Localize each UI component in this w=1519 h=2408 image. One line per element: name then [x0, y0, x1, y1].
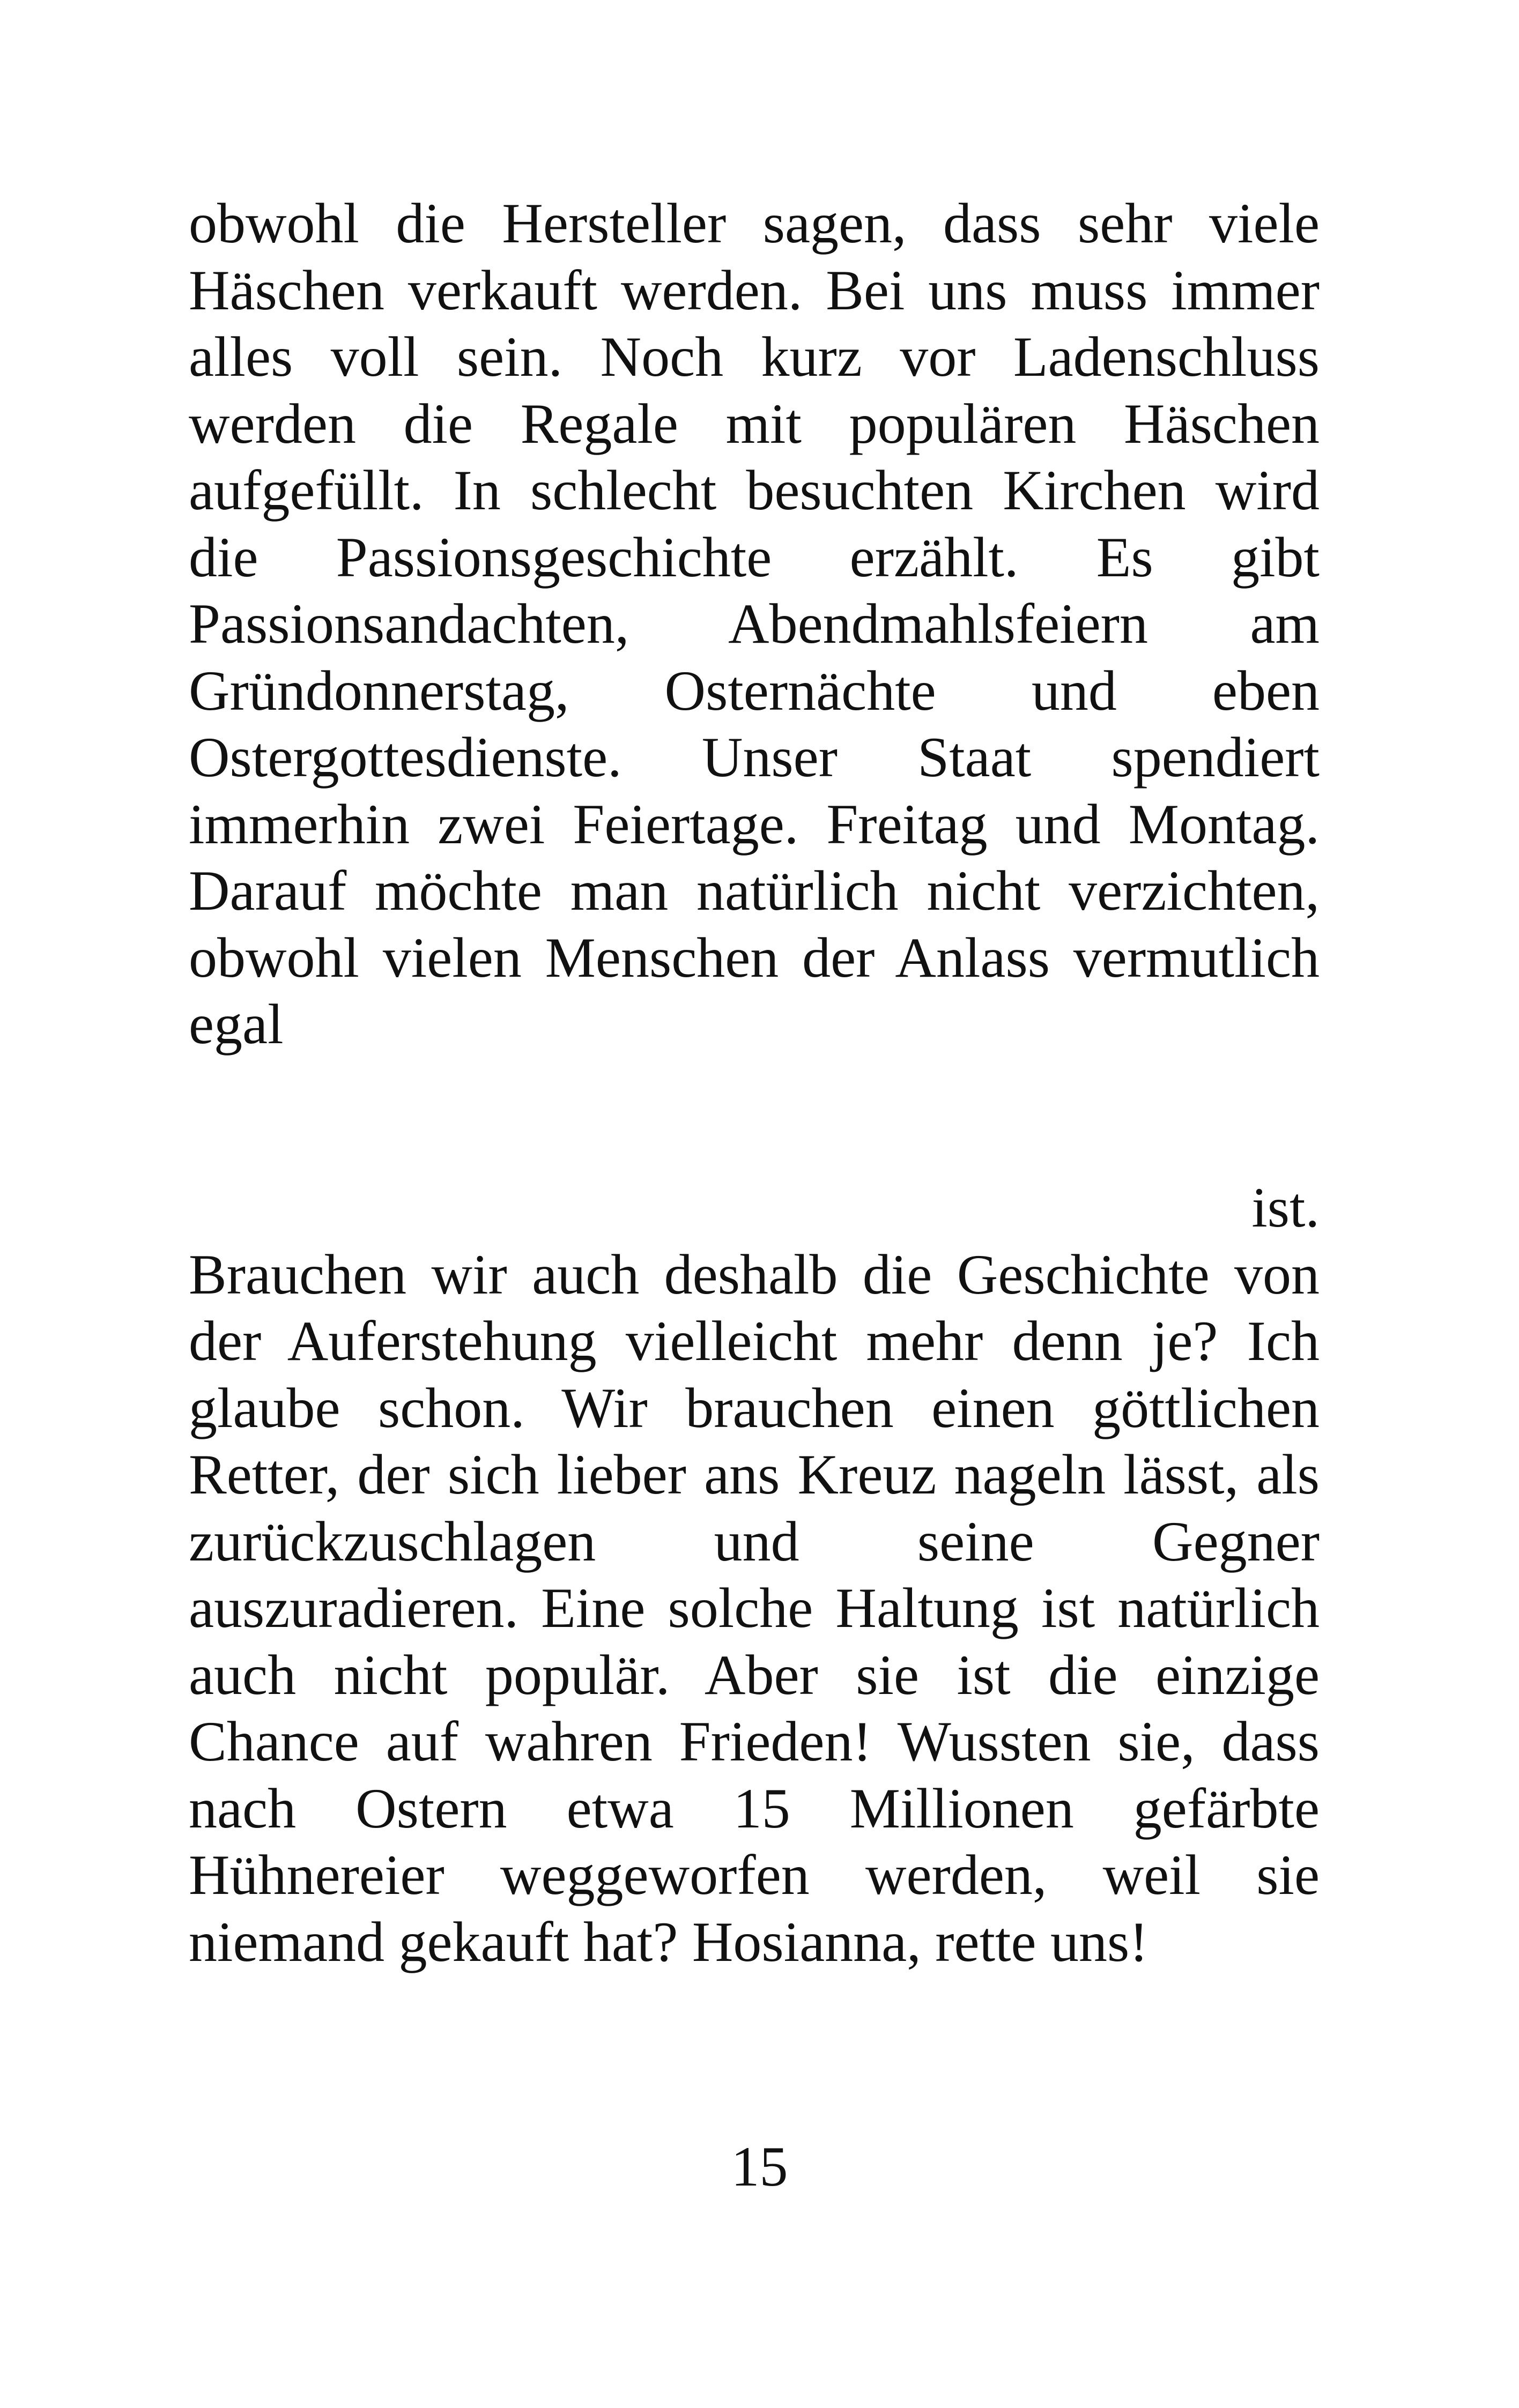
text-line: alles voll sein. Noch kurz vor Ladenschluss [189, 325, 1320, 388]
text-line: Hühnereier weggeworfen werden, weil sie [189, 1844, 1320, 1906]
text-line: werden die Regale mit populären Häschen [189, 392, 1320, 455]
paragraph-1 [189, 190, 1320, 1058]
text-line: aufgefüllt. In schlecht besuchten Kirchen wird [189, 459, 1320, 522]
text-line: immerhin zwei Feiertage. Freitag und Montag. [189, 792, 1320, 856]
text-line: Gründonnerstag, Osternächte und eben [189, 659, 1320, 722]
text-line: ist. [1251, 1176, 1320, 1239]
text-line: Darauf möchte man natürlich nicht verzichten, [189, 859, 1320, 922]
page-number: 15 [731, 2135, 788, 2198]
text-line: nach Ostern etwa 15 Millionen gefärbte [189, 1777, 1320, 1840]
text-line: auszuradieren. Eine solche Haltung ist natürlich [189, 1577, 1320, 1639]
text-line: glaube schon. Wir brauchen einen göttlichen [189, 1376, 1320, 1439]
text-line: der Auferstehung vielleicht mehr denn je? Ich [189, 1310, 1320, 1372]
text-line: die Passionsgeschichte erzählt. Es gibt [189, 525, 1320, 589]
text-line: Ostergottesdienste. Unser Staat spendiert [189, 726, 1320, 789]
text-line: obwohl vielen Menschen der Anlass vermutlich [189, 926, 1320, 989]
text-line: Passionsandachten, Abendmahlsfeiern am [189, 592, 1320, 655]
text-line: zurückzuschlagen und seine Gegner [189, 1510, 1320, 1573]
text-line: egal [189, 993, 284, 1056]
paragraph-2 [189, 1175, 1320, 1975]
text-line: Brauchen wir auch deshalb die Geschichte von [189, 1243, 1320, 1306]
text-line: Chance auf wahren Frieden! Wussten sie, dass [189, 1710, 1320, 1773]
text-line: obwohl die Hersteller sagen, dass sehr viele [189, 192, 1320, 255]
text-line: auch nicht populär. Aber sie ist die einzige [189, 1643, 1320, 1706]
text-line: niemand gekauft hat? Hosianna, rette uns! [189, 1910, 1148, 1973]
text-line: Häschen verkauft werden. Bei uns muss immer [189, 258, 1320, 322]
text-line: Retter, der sich lieber ans Kreuz nageln lässt, als [189, 1443, 1320, 1506]
